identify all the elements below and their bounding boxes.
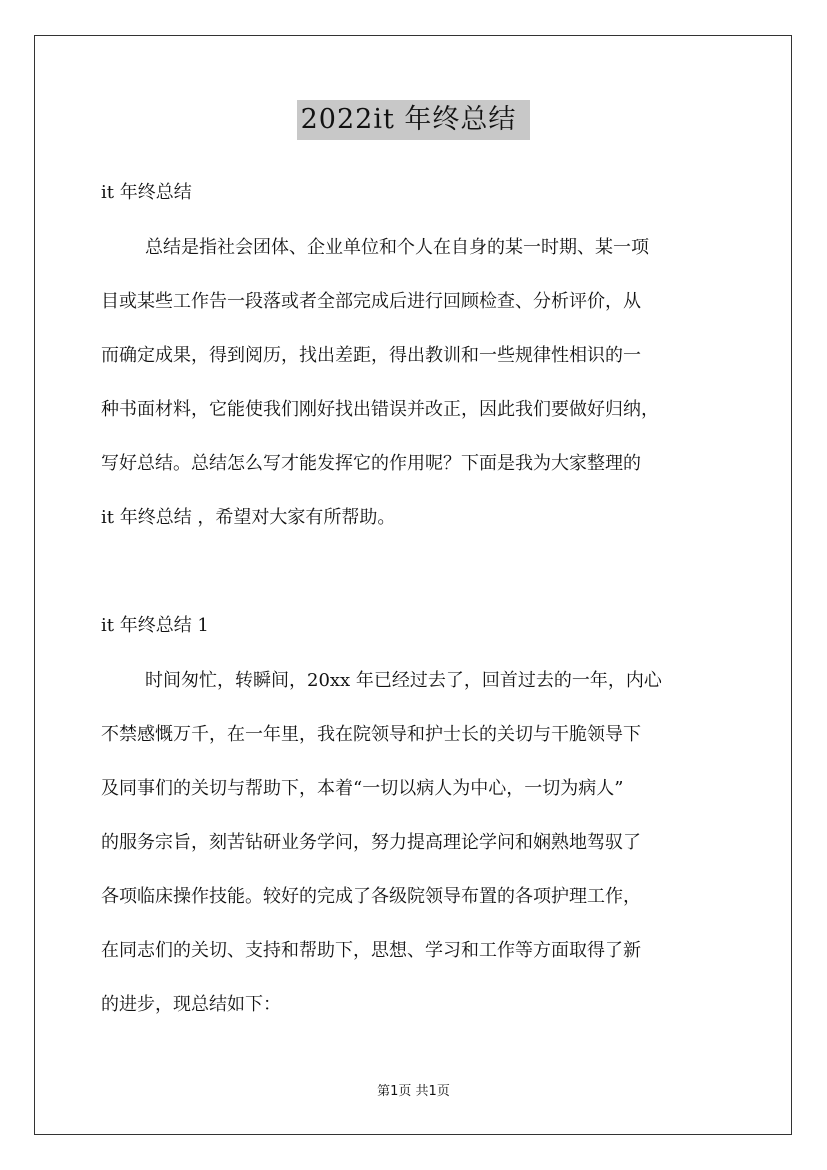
paragraph-line: 时间匆忙，转瞬间，20xx 年已经过去了，回首过去的一年，内心 [145, 670, 662, 691]
paragraph-line: 在同志们的关切、支持和帮助下，思想、学习和工作等方面取得了新 [101, 940, 641, 961]
page-number-footer: 第1页 共1页 [377, 1084, 450, 1099]
section1-heading: it 年终总结 1 [101, 615, 209, 636]
paragraph-line: 写好总结。总结怎么写才能发挥它的作用呢？下面是我为大家整理的 [101, 453, 641, 474]
section1-paragraph [101, 669, 731, 1047]
paragraph-line: 的服务宗旨，刻苦钻研业务学问，努力提高理论学问和娴熟地驾驭了 [101, 832, 641, 853]
document-title: 2022it 年终总结 [297, 100, 531, 140]
paragraph-line: 的进步，现总结如下： [101, 994, 281, 1015]
intro-heading: it 年终总结 [101, 182, 192, 203]
paragraph-line: 及同事们的关切与帮助下，本着“一切以病人为中心，一切为病人” [101, 778, 624, 799]
paragraph-line: 不禁感慨万千，在一年里，我在院领导和护士长的关切与干脆领导下 [101, 724, 641, 745]
paragraph-line: 各项临床操作技能。较好的完成了各级院领导布置的各项护理工作， [101, 886, 641, 907]
paragraph-line: 而确定成果，得到阅历，找出差距，得出教训和一些规律性相识的一 [101, 345, 641, 366]
paragraph-line: 目或某些工作告一段落或者全部完成后进行回顾检查、分析评价，从 [101, 291, 641, 312]
paragraph-line: 种书面材料，它能使我们刚好找出错误并改正，因此我们要做好归纳， [101, 399, 659, 420]
title-container [0, 100, 827, 140]
paragraph-line: it 年终总结 ，希望对大家有所帮助。 [101, 507, 396, 528]
intro-paragraph [101, 236, 731, 560]
paragraph-line: 总结是指社会团体、企业单位和个人在自身的某一时期、某一项 [145, 237, 649, 258]
